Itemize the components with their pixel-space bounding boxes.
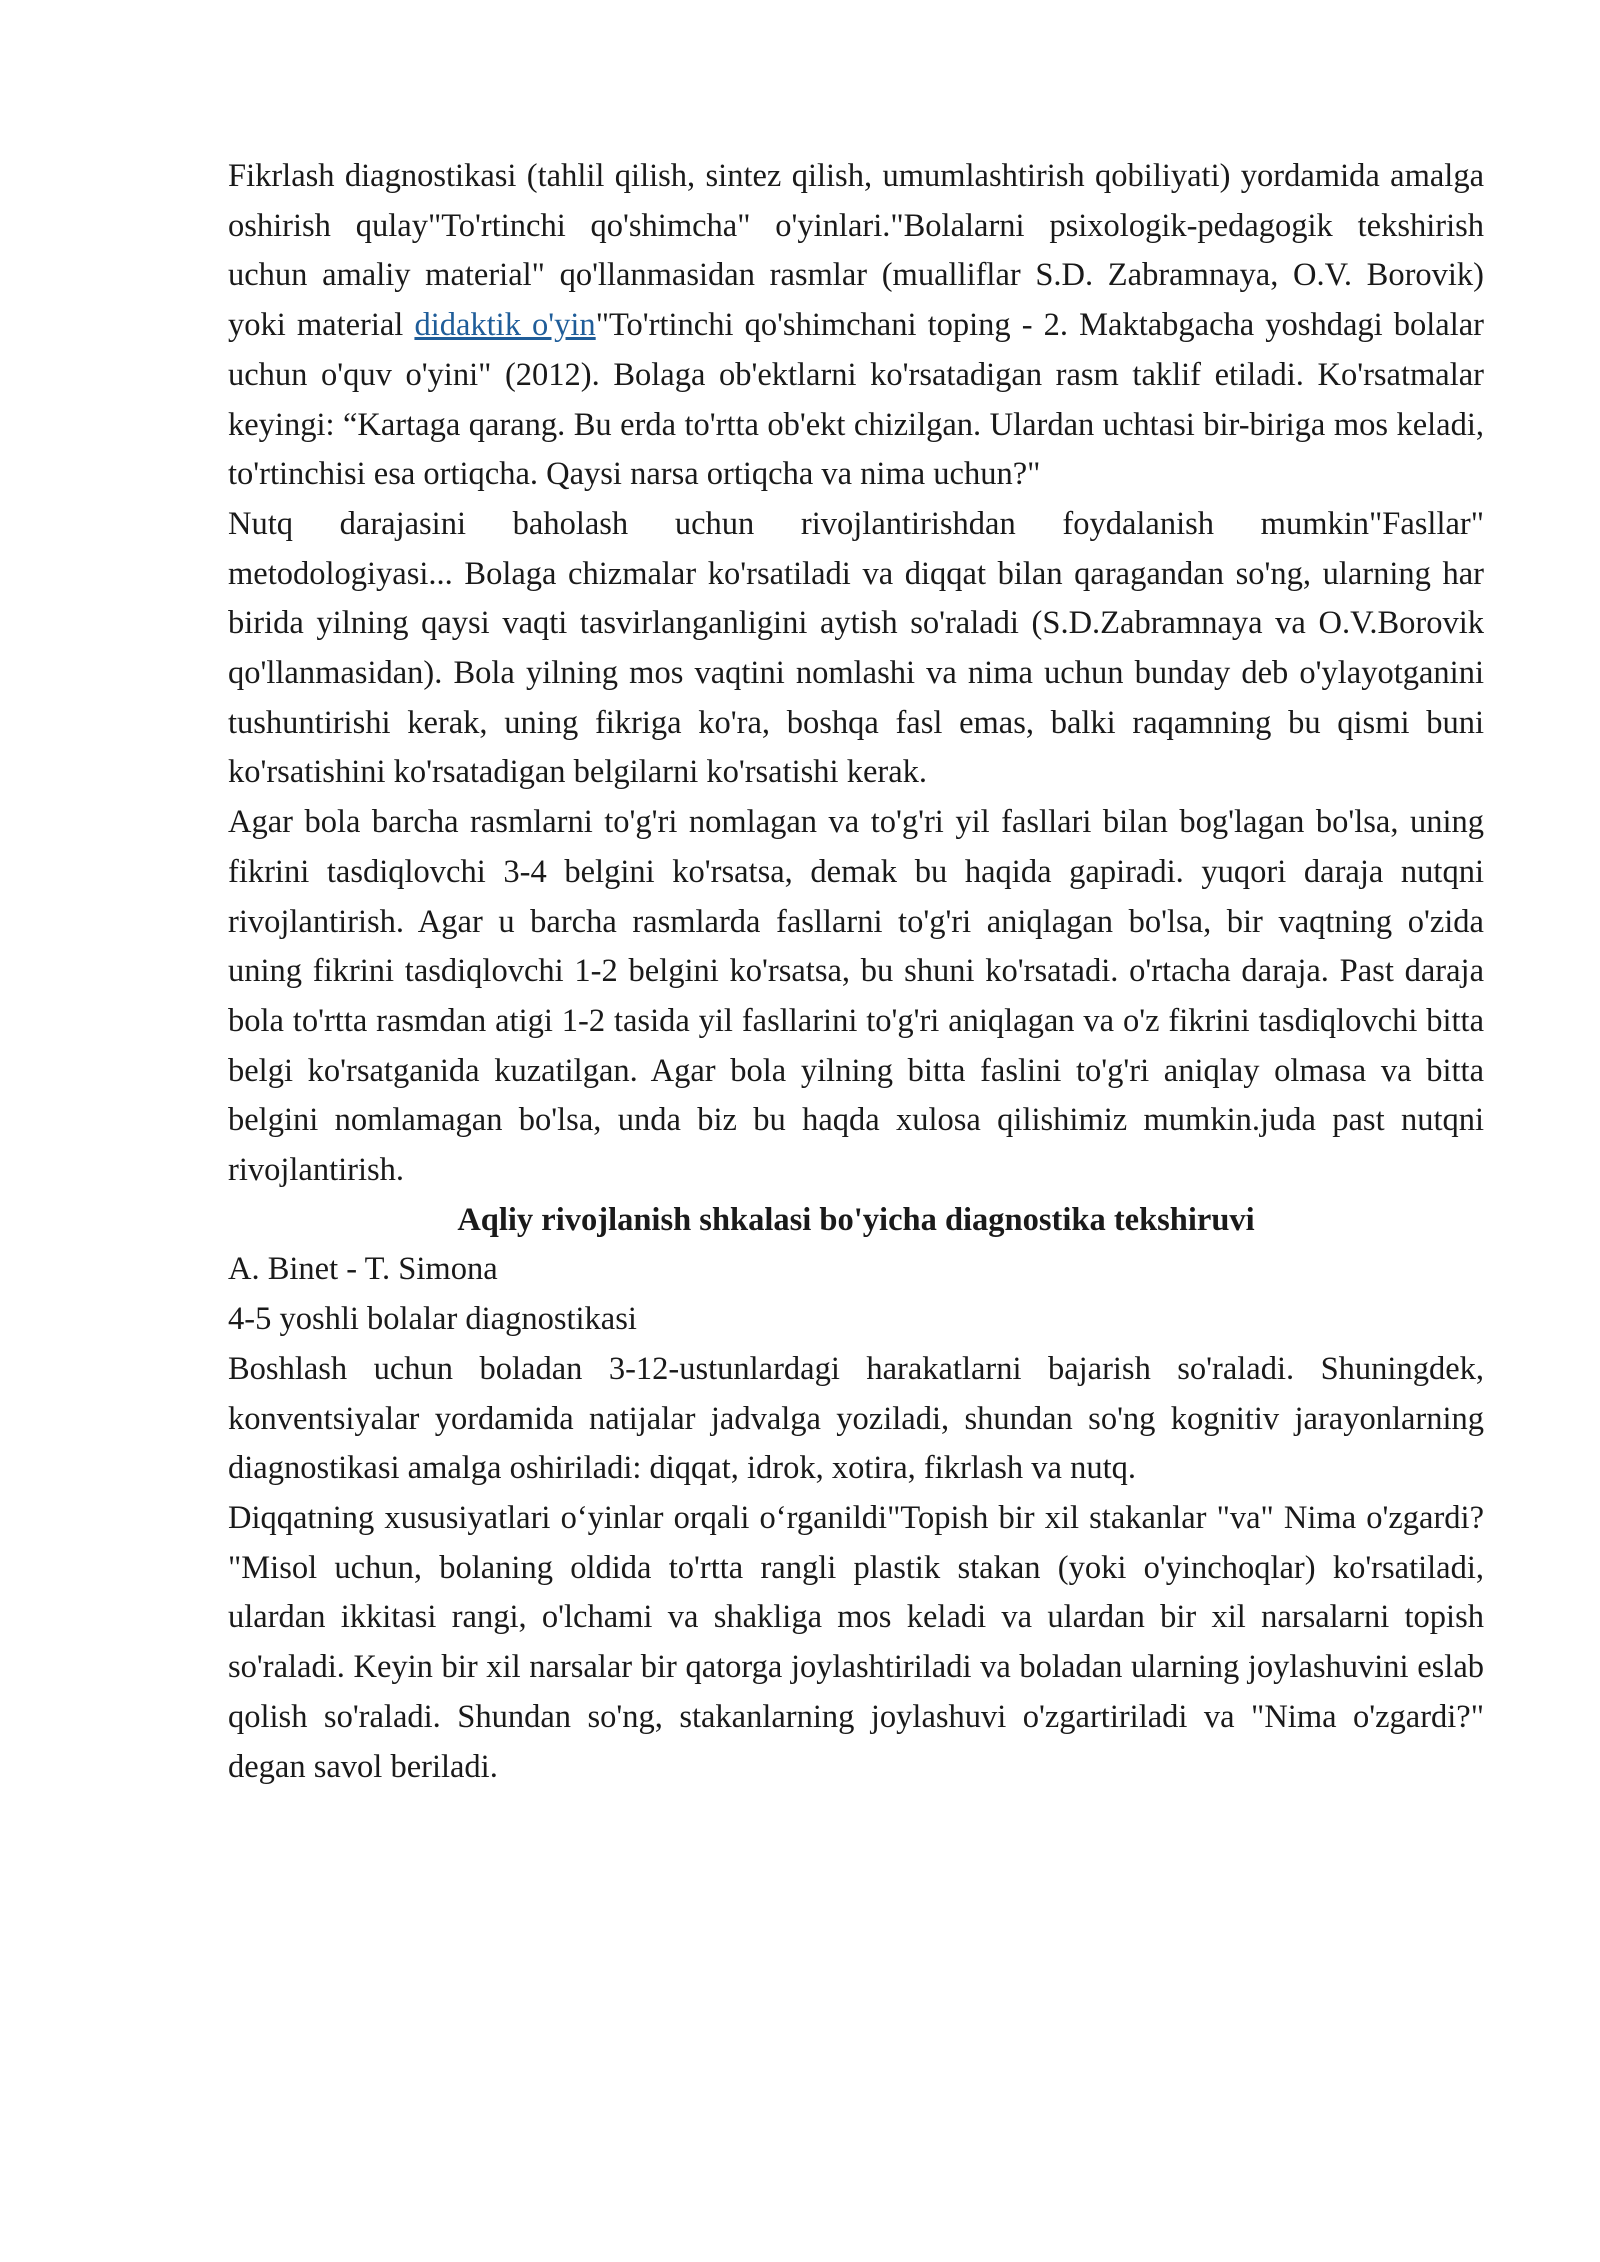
paragraph-text: "To'rtinchi qo'shimchani toping - 2. Maktabgacha yoshdagi bolalar uchun o'quv o'yini" (2012). Bolaga ob'ektlarni ko'rsatadigan rasm taklif etiladi. Ko'rsatmalar keyingi: “Kartaga qarang. Bu erda to'rtta ob'ekt chizilgan. Ulardan uchtasi bir-biriga mos keladi, to'rtinchisi esa ortiqcha. Qaysi narsa ortiqcha va nima uchun?" [228,307,1484,493]
authors-line: A. Binet - T. Simona [228,1251,498,1288]
paragraph-speech-levels: Agar bola barcha rasmlarni to'g'ri nomlagan va to'g'ri yil fasllari bilan bog'lagan bo'lsa, uning fikrini tasdiqlovchi 3-4 belgini ko'rsatsa, demak bu haqida gapiradi. yuqori daraja nutqni rivojlantirish. Agar u barcha rasmlarda fasllarni to'g'ri aniqlagan bo'lsa, bir vaqtning o'zida uning fikrini tasdiqlovchi 1-2 belgini ko'rsatsa, bu shuni ko'rsatadi. o'rtacha daraja. Past daraja bola to'rtta rasmdan atigi 1-2 tasida yil fasllarini to'g'ri aniqlagan va o'z fikrini tasdiqlovchi bitta belgi ko'rsatganida kuzatilgan. Agar bola yilning bitta faslini to'g'ri aniqlay olmasa va bitta belgini nomlamagan bo'lsa, unda biz bu haqda xulosa qilishimiz mumkin.juda past nutqni rivojlantirish. [228,804,1484,1189]
paragraph-start-procedure: Boshlash uchun boladan 3-12-ustunlardagi harakatlarni bajarish so'raladi. Shuningdek, konventsiyalar yordamida natijalar jadvalga yoziladi, shundan so'ng kognitiv jarayonlarning diagnostikasi amalga oshiriladi: diqqat, idrok, xotira, fikrlash va nutq. [228,1350,1484,1487]
section-heading: Aqliy rivojlanish shkalasi bo'yicha diagnostika tekshiruvi [457,1201,1255,1238]
paragraph-text: Fikrlash diagnostikasi (tahlil qilish, sintez qilish, umumlashtirish qobiliyati) yordamida amalga oshirish qulay"To'rtinchi qo'shimcha" o'yinlari."Bolalarni psixologik-pedagogik tekshirish uchun amaliy material" qo'llanmasidan rasmlar (mualliflar S.D. Zabramnaya, O.V. Borovik) yoki material [228,158,1484,344]
paragraph-seasons-method: Nutq darajasini baholash uchun rivojlantirishdan foydalanish mumkin"Fasllar" metodologiyasi... Bolaga chizmalar ko'rsatiladi va diqqat bilan qaragandan so'ng, ularning har birida yilning qaysi vaqti tasvirlanganligini aytish so'raladi (S.D.Zabramnaya va O.V.Borovik qo'llanmasidan). Bola yilning mos vaqtini nomlashi va nima uchun bunday deb o'ylayotganini tushuntirishi kerak, uning fikriga ko'ra, boshqa fasl emas, balki raqamning bu qismi buni ko'rsatishini ko'rsatadigan belgilarni ko'rsatishi kerak. [228,505,1484,791]
paragraph-attention-games: Diqqatning xususiyatlari o‘yinlar orqali o‘rganildi"Topish bir xil stakanlar "va" Nima o'zgardi? "Misol uchun, bolaning oldida to'rtta rangli plastik stakan (yoki o'yinchoqlar) ko'rsatiladi, ulardan ikkitasi rangi, o'lchami va shakliga mos keladi va ulardan bir xil narsalarni topish so'raladi. Keyin bir xil narsalar bir qatorga joylashtiriladi va boladan ularning joylashuvini eslab qolish so'raladi. Shundan so'ng, stakanlarning joylashuvi o'zgartiriladi va "Nima o'zgardi?" degan savol beriladi. [228,1499,1484,1785]
subtitle-line: 4-5 yoshli bolalar diagnostikasi [228,1301,637,1338]
paragraph-fourth-addition [228,152,1484,500]
didactic-game-link[interactable]: didaktik o'yin [414,307,596,344]
document-page [228,152,1484,1792]
